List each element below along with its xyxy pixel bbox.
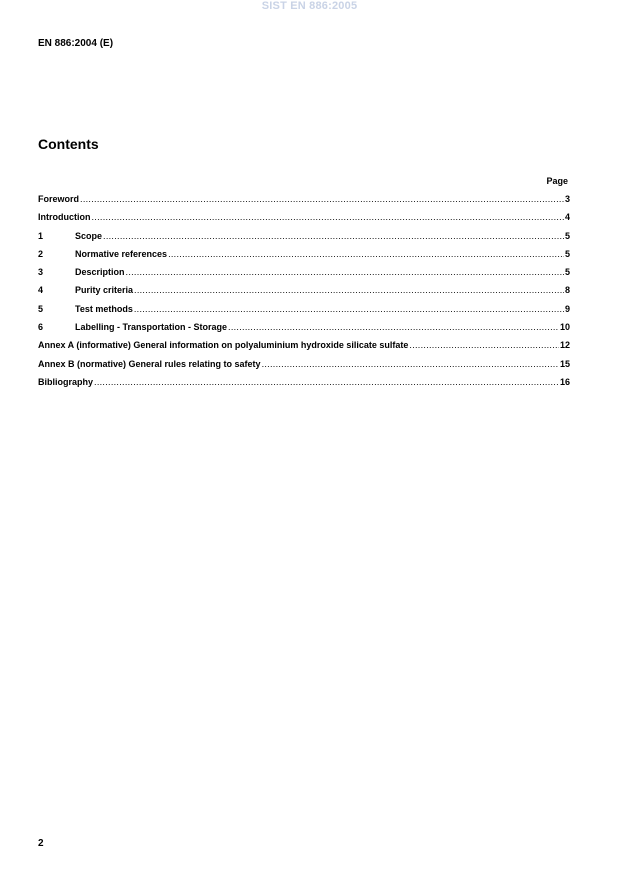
toc-leader-dots bbox=[94, 377, 559, 387]
toc-entry-description[interactable] bbox=[38, 267, 570, 285]
toc-entry-page: 9 bbox=[564, 303, 570, 314]
toc-entry-page: 4 bbox=[564, 212, 570, 223]
toc-entry-page: 15 bbox=[559, 358, 570, 369]
toc-leader-dots bbox=[92, 212, 564, 222]
toc-entry-bibliography[interactable] bbox=[38, 377, 570, 395]
toc-leader-dots bbox=[228, 322, 559, 332]
toc-entry-title: Foreword bbox=[38, 194, 80, 204]
toc-entry-title: Description bbox=[75, 267, 125, 278]
toc-entry-number: 4 bbox=[38, 285, 44, 296]
table-of-contents bbox=[38, 194, 570, 395]
toc-entry-title: Test methods bbox=[75, 303, 133, 314]
toc-entry-annex-b[interactable] bbox=[38, 359, 570, 377]
toc-entry-title: Annex A (informative) General information on polyaluminium hydroxide silicate sulfate bbox=[38, 340, 409, 351]
toc-entry-page: 5 bbox=[564, 267, 570, 278]
document-id: EN 886:2004 (E) bbox=[38, 38, 114, 49]
watermark: SIST EN 886:2005 bbox=[261, 0, 358, 12]
toc-entry-annex-a[interactable] bbox=[38, 340, 570, 358]
toc-entry-title: Annex B (normative) General rules relating to safety bbox=[38, 358, 261, 369]
toc-entry-normative-references[interactable] bbox=[38, 249, 570, 267]
toc-leader-dots bbox=[80, 194, 564, 204]
toc-entry-title: Bibliography bbox=[38, 376, 94, 387]
toc-entry-purity-criteria[interactable] bbox=[38, 285, 570, 303]
toc-entry-test-methods[interactable] bbox=[38, 304, 570, 322]
toc-leader-dots bbox=[134, 304, 564, 314]
toc-entry-title: Normative references bbox=[75, 248, 168, 259]
toc-leader-dots bbox=[103, 231, 564, 241]
toc-entry-title: Introduction bbox=[38, 212, 91, 223]
toc-leader-dots bbox=[168, 249, 564, 259]
toc-entry-labelling[interactable] bbox=[38, 322, 570, 340]
toc-entry-page: 3 bbox=[564, 194, 570, 204]
toc-entry-number: 3 bbox=[38, 267, 44, 278]
toc-leader-dots bbox=[262, 359, 559, 369]
toc-entry-number: 1 bbox=[38, 230, 44, 241]
toc-entry-scope[interactable] bbox=[38, 231, 570, 249]
toc-entry-page: 10 bbox=[559, 322, 570, 333]
toc-entry-title: Purity criteria bbox=[75, 285, 134, 296]
toc-entry-page: 8 bbox=[564, 285, 570, 296]
toc-entry-number: 6 bbox=[38, 322, 44, 333]
contents-heading: Contents bbox=[38, 136, 99, 152]
page-number: 2 bbox=[38, 838, 44, 849]
toc-entry-page: 12 bbox=[559, 340, 570, 351]
toc-entry-number: 2 bbox=[38, 248, 44, 259]
toc-entry-title: Labelling - Transportation - Storage bbox=[75, 322, 228, 333]
toc-entry-introduction[interactable] bbox=[38, 212, 570, 230]
toc-leader-dots bbox=[134, 285, 564, 295]
toc-entry-foreword[interactable] bbox=[38, 194, 570, 212]
toc-entry-page: 16 bbox=[559, 376, 570, 387]
toc-entry-page: 5 bbox=[564, 230, 570, 241]
toc-leader-dots bbox=[126, 267, 564, 277]
toc-entry-page: 5 bbox=[564, 248, 570, 259]
toc-entry-number: 5 bbox=[38, 303, 44, 314]
toc-leader-dots bbox=[409, 340, 559, 350]
toc-entry-title: Scope bbox=[75, 230, 103, 241]
page-column-header: Page bbox=[546, 176, 568, 186]
